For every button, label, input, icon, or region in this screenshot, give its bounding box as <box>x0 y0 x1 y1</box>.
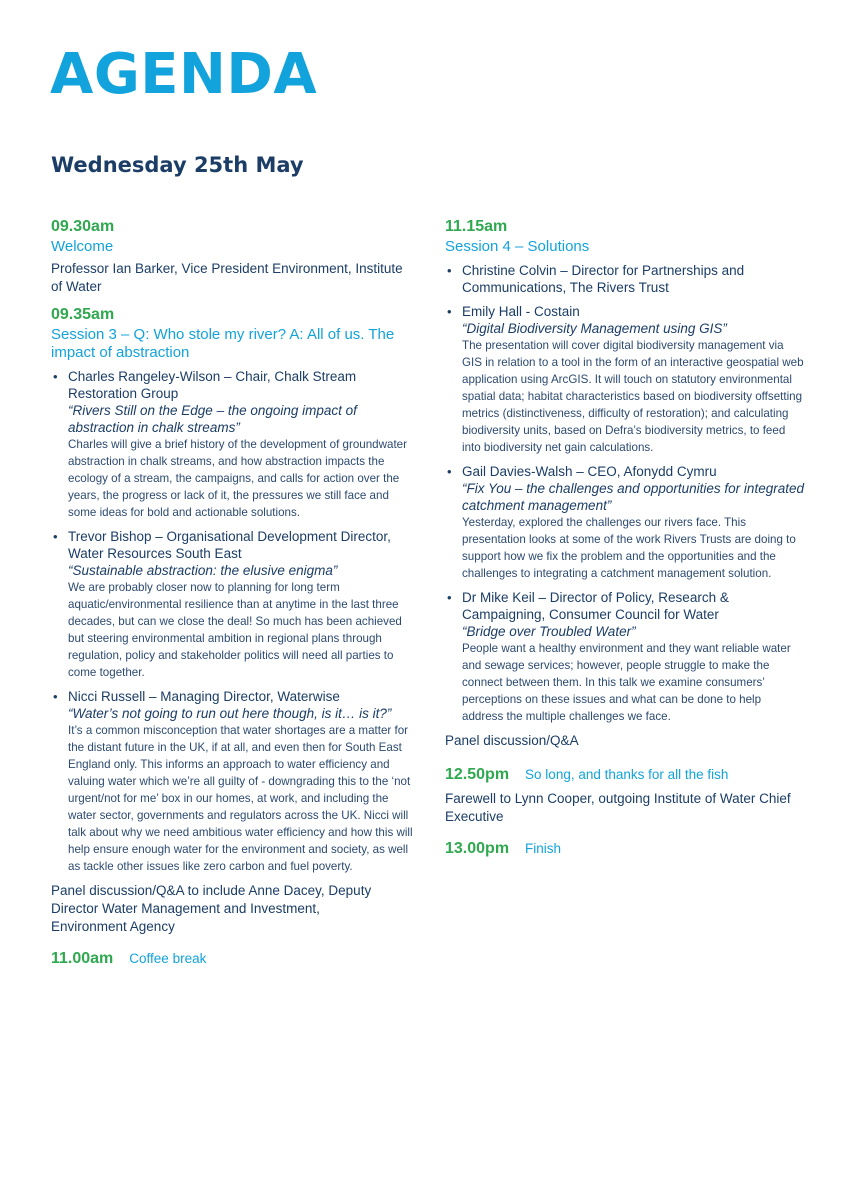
speaker-name: Emily Hall - Costain <box>462 304 580 319</box>
finish-label: Finish <box>525 841 562 856</box>
speaker-name: Dr Mike Keil – Director of Policy, Research & Campaigning, Consumer Council for Water <box>462 590 729 622</box>
talk-description: We are probably closer now to planning for long term aquatic/environmental resilience than at anytime in the last three decades, but can we close the deal! So much has been achieved but steering environmental ambition in regional plans through regulation, policy and stakeholder politics will need all parties to come together. <box>68 581 402 679</box>
talk-title: “Sustainable abstraction: the elusive enigma” <box>68 563 338 578</box>
farewell-text: Farewell to Lynn Cooper, outgoing Institute of Water Chief Executive <box>445 791 791 824</box>
welcome-speaker: Professor Ian Barker, Vice President Environment, Institute of Water <box>51 261 403 294</box>
farewell-heading <box>445 766 805 784</box>
talk-description: Yesterday, explored the challenges our rivers face. This presentation looks at some of the work Rivers Trusts are doing to support how we fix the problem and the opportunities and the challenges to integrating a catchment management solution. <box>462 516 796 580</box>
session3-panel: Panel discussion/Q&A to include Anne Dacey, Deputy Director Water Management and Investment, Environment Agency <box>51 883 372 934</box>
session4-time: 11.15am <box>445 218 508 235</box>
speaker-item <box>51 368 413 521</box>
bullet-icon: • <box>447 464 452 479</box>
speaker-item <box>445 589 805 725</box>
session4-title: Session 4 – Solutions <box>445 238 590 255</box>
speaker-name: Gail Davies-Walsh – CEO, Afonydd Cymru <box>462 464 717 479</box>
speaker-item <box>51 528 413 681</box>
talk-title: “Fix You – the challenges and opportunities for integrated catchment management” <box>462 481 804 513</box>
session3-block <box>51 306 413 936</box>
talk-description: Charles will give a brief history of the development of groundwater abstraction in chalk streams, and how abstraction impacts the ecology of a stream, the campaigns, and calls for action over the years, the progress or lack of it, the pressures we still face and some ideas for bold and actionable solutions. <box>68 438 407 519</box>
speaker-item <box>445 262 805 296</box>
right-column <box>445 218 805 858</box>
speaker-item <box>445 463 805 582</box>
speaker-name: Charles Rangeley-Wilson – Chair, Chalk Stream Restoration Group <box>68 369 357 401</box>
speaker-name: Christine Colvin – Director for Partnerships and Communications, The Rivers Trust <box>462 263 745 295</box>
bullet-icon: • <box>53 689 58 704</box>
page-title: AGENDA <box>50 42 318 107</box>
finish-time: 13.00pm <box>445 840 510 857</box>
coffee-block <box>51 950 413 968</box>
coffee-label: Coffee break <box>129 951 207 966</box>
coffee-time: 11.00am <box>51 950 114 967</box>
welcome-time: 09.30am <box>51 218 115 235</box>
session4-panel: Panel discussion/Q&A <box>445 733 579 748</box>
bullet-icon: • <box>447 304 452 319</box>
session4-speaker-list <box>445 262 805 725</box>
talk-title: “Water’s not going to run out here though, is it… is it?” <box>68 706 392 721</box>
talk-description: The presentation will cover digital biodiversity management via GIS in relation to a tool in the form of an interactive geospatial web application using ArcGIS. It will touch on statutory environmental spatial data; habitat characteristics based on biodiversity offsetting metrics (distinctiveness, difficulty of restoration); and calculating biodiversity units, based on Defra’s biodiversity metrics, to feed into biodiversity net gain calculations. <box>462 339 804 454</box>
session3-title: Session 3 – Q: Who stole my river? A: All of us. The impact of abstraction <box>51 326 395 361</box>
agenda-date: Wednesday 25th May <box>51 153 304 177</box>
bullet-icon: • <box>53 369 58 384</box>
speaker-name: Trevor Bishop – Organisational Development Director, Water Resources South East <box>68 529 391 561</box>
farewell-time: 12.50pm <box>445 766 510 783</box>
session3-time: 09.35am <box>51 306 115 323</box>
talk-title: “Bridge over Troubled Water” <box>462 624 636 639</box>
talk-title: “Digital Biodiversity Management using GIS” <box>462 321 727 336</box>
talk-description: It’s a common misconception that water shortages are a matter for the distant future in the UK, if at all, and even then for South East England only. This informs an approach to water efficiency and valuing water which we’re all guilty of - downgrading this to the ‘not urgent/not for me’ box in our homes, at work, and including the water sector, governments and regulators across the UK. Nicci will talk about why we need ambitious water efficiency and how this will help ensure enough water for the environment and society, as well as tackle other issues like zero carbon and fuel poverty. <box>68 724 413 873</box>
speaker-name: Nicci Russell – Managing Director, Waterwise <box>68 689 340 704</box>
talk-title: “Rivers Still on the Edge – the ongoing impact of abstraction in chalk streams” <box>68 403 357 435</box>
session3-speaker-list <box>51 368 413 875</box>
bullet-icon: • <box>447 590 452 605</box>
welcome-title: Welcome <box>51 238 114 255</box>
left-column <box>51 218 413 968</box>
speaker-item <box>445 303 805 456</box>
talk-description: People want a healthy environment and they want reliable water and sewage services; however, people struggle to make the connect between them. In this talk we examine consumers’ perceptions on these issues and what can be done to help address the multiple challenges we face. <box>462 642 791 723</box>
bullet-icon: • <box>447 263 452 278</box>
bullet-icon: • <box>53 529 58 544</box>
farewell-label: So long, and thanks for all the fish <box>525 767 729 782</box>
speaker-item <box>51 688 413 875</box>
farewell-block <box>445 766 805 826</box>
session4-block <box>445 218 805 750</box>
finish-block <box>445 840 805 858</box>
welcome-block <box>51 218 413 296</box>
